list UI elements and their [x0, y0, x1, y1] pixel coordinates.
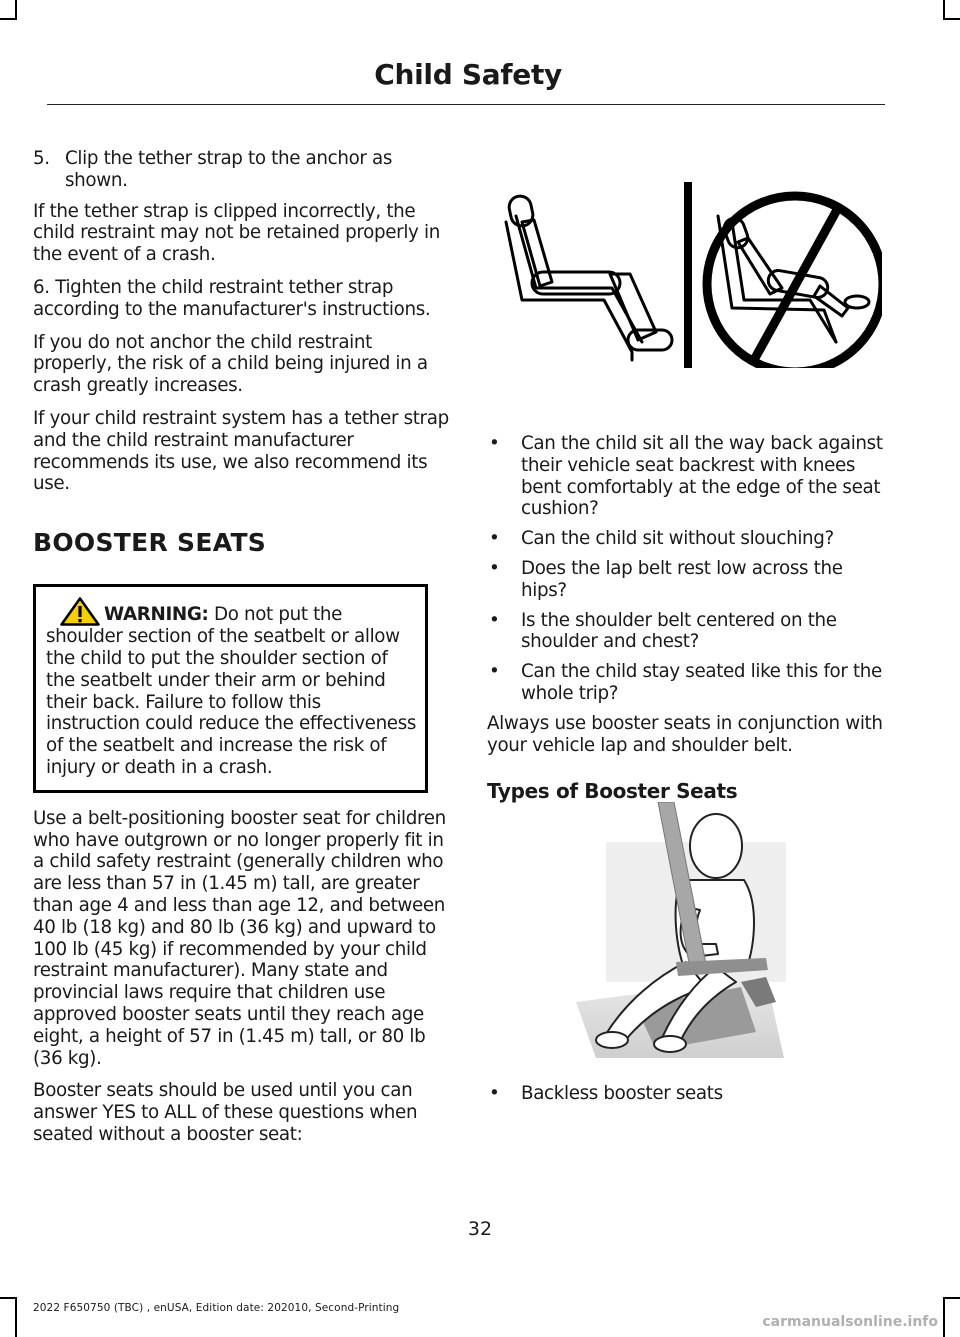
divider-bar — [684, 182, 692, 368]
prohibition-slash — [754, 208, 838, 360]
crop-mark — [15, 1297, 17, 1337]
warning-box — [33, 584, 428, 793]
backless-booster-illustration — [566, 802, 788, 1058]
header-divider — [47, 104, 885, 105]
crop-mark — [943, 1297, 960, 1299]
list-item: • Can the child sit all the way back against their vehicle seat backrest with knees bent comfortably at the edge of the seat cushion? — [487, 433, 883, 520]
watermark: carmanualsonline.info — [762, 1314, 938, 1330]
paragraph: If you do not anchor the child restraint properly, the risk of a child being injured in a crash greatly increases. — [33, 331, 428, 397]
crop-mark — [943, 1297, 945, 1337]
sub-heading: Types of Booster Seats — [487, 779, 738, 804]
paragraph: If the tether strap is clipped incorrectly, the child restraint may not be retained properly in the event of a crash. — [33, 200, 440, 266]
page-title: Child Safety — [374, 58, 562, 91]
left-column — [33, 148, 449, 1157]
warning-triangle-icon — [60, 597, 100, 626]
footer-edition: 2022 F650750 (TBC) , enUSA, Edition date: 202010, Second-Printing — [33, 1302, 400, 1314]
paragraph: 6. Tighten the child restraint tether strap according to the manufacturer's instructions. — [33, 276, 431, 320]
paragraph: Booster seats should be used until you can answer YES to ALL of these questions when seated without a booster seat: — [33, 1080, 418, 1145]
crop-mark — [0, 18, 17, 20]
booster-type-list — [487, 1083, 883, 1105]
seating-position-illustration — [492, 182, 882, 368]
list-item: • Does the lap belt rest low across the hips? — [487, 558, 883, 602]
step-number: 5. — [33, 148, 50, 169]
paragraph: Use a belt-positioning booster seat for children who have outgrown or no longer properly fit in a child safety restraint (generally children who are less than 57 in (1.45 m) tall, are greater than age 4 and less than age 12, and between 40 lb (18 kg) and 80 lb (36 kg) and upward to 100 lb (45 kg) if recommended by your child restraint manufacturer). Many state and provincial laws require that children use approved booster seats until they reach age eight, a height of 57 in (1.45 m) tall, or 80 lb (36 kg). — [33, 807, 446, 1069]
paragraph: Always use booster seats in conjunction with your vehicle lap and shoulder belt. — [487, 712, 883, 756]
list-item: • Can the child sit without slouching? — [487, 528, 883, 550]
page-number: 32 — [467, 1218, 493, 1240]
list-item: • Is the shoulder belt centered on the shoulder and chest? — [487, 610, 883, 654]
warning-text: Do not put the shoulder section of the seatbelt or allow the child to put the shoulder section of the seatbelt under their arm or behind their back. Failure to follow this instruction could reduce the effectiveness of the seatbelt and increase the risk of injury or death in a crash. — [46, 604, 417, 778]
right-column — [487, 433, 883, 804]
crop-mark — [943, 0, 945, 20]
paragraph: If your child restraint system has a tether strap and the child restraint manufacturer recommends its use, we also recommend its use. — [33, 407, 449, 495]
section-heading: BOOSTER SEATS — [33, 528, 267, 558]
question-list — [487, 433, 883, 705]
crop-mark — [0, 1297, 17, 1299]
warning-label: WARNING: — [104, 604, 209, 626]
step-text: Clip the tether strap to the anchor as shown. — [65, 148, 393, 191]
crop-mark — [943, 18, 960, 20]
right-column-bottom — [487, 1083, 883, 1113]
list-item: • Backless booster seats — [487, 1083, 883, 1105]
list-item: • Can the child stay seated like this for the whole trip? — [487, 661, 883, 705]
step-5 — [33, 148, 449, 192]
crop-mark — [15, 0, 17, 20]
